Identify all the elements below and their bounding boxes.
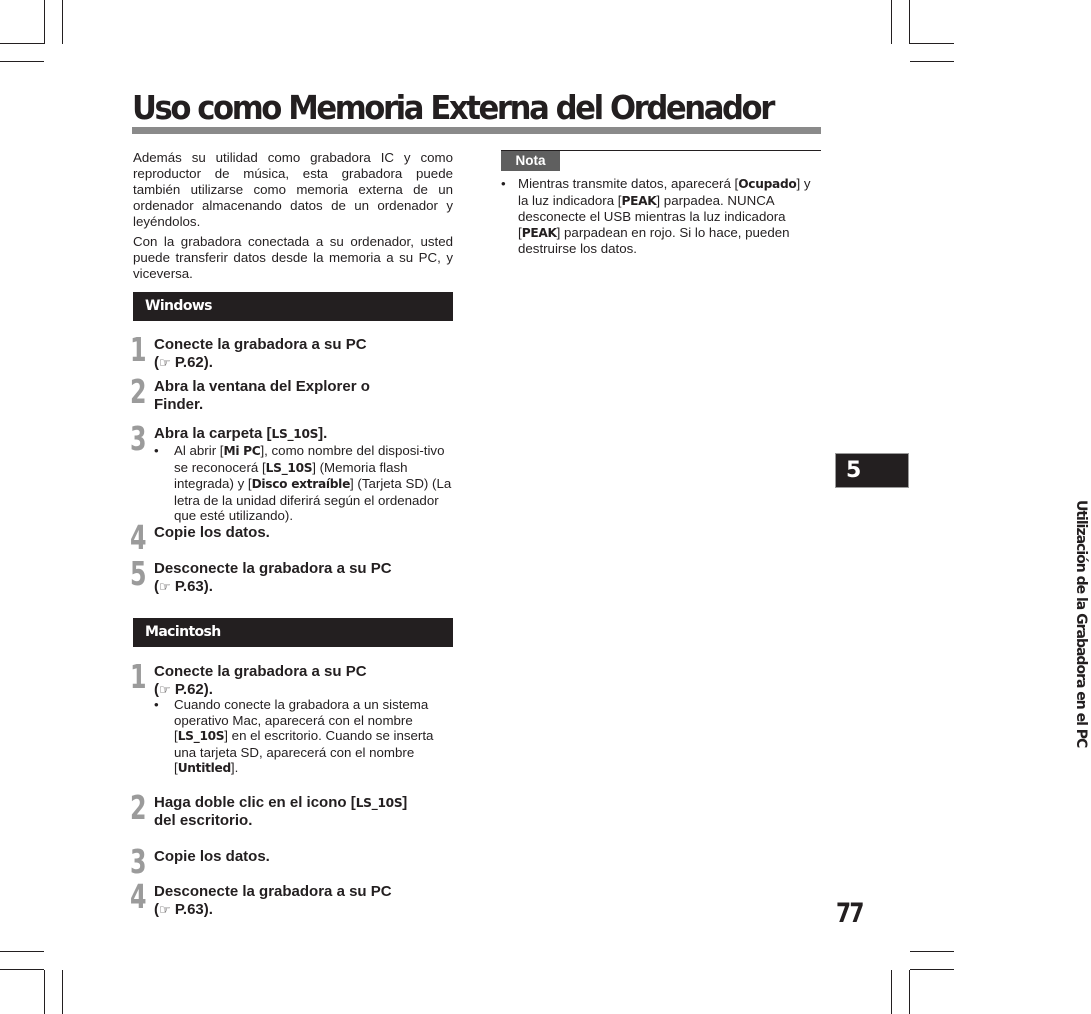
crop-mark (62, 0, 63, 44)
display-text: Mi PC (223, 444, 261, 458)
step-number: 5 (130, 554, 147, 593)
step-title: Desconecte la grabadora a su PC (☞ P.63). (154, 883, 392, 918)
pointing-hand-icon: ☞ (159, 580, 171, 595)
step-note: • Cuando conecte la grabadora a un sistema operativo Mac, aparecerá con el nombre [LS_10S] en el escritorio. Cuando se inserta una tarjeta SD, aparecerá con el nombre [Untitled]. (154, 697, 434, 775)
crop-mark (910, 61, 954, 62)
display-text: Disco extraíble (251, 477, 351, 491)
page-title: Uso como Memoria Externa del Ordenador (132, 88, 773, 127)
crop-mark (891, 970, 892, 1014)
step-number: 2 (130, 372, 147, 411)
pointing-hand-icon: ☞ (159, 903, 171, 918)
step-title: Haga doble clic en el icono [LS_10S] del escritorio. (154, 794, 408, 829)
crop-mark (909, 970, 910, 1014)
bullet-mark: • (501, 176, 506, 191)
step-title: Abra la carpeta [LS_10S]. (154, 425, 328, 442)
crop-mark (910, 951, 954, 952)
page-number: 77 (836, 898, 863, 929)
section-header-macintosh: Macintosh (133, 618, 453, 647)
crop-mark (44, 970, 45, 1014)
note-body: • Mientras transmite datos, aparecerá [Ocupado] y la luz indicadora [PEAK] parpadea. NUNCA desconecte el USB mientras la luz indicadora [PEAK] parpadean en rojo. Si lo hace, pueden destruirse los datos. (501, 176, 811, 256)
intro-paragraph: Con la grabadora conectada a su ordenador, usted puede transferir datos desde la memoria a su PC, y viceversa. (133, 234, 453, 281)
step-number: 3 (130, 842, 147, 881)
chapter-tab (835, 453, 909, 488)
pointing-hand-icon: ☞ (159, 683, 171, 698)
step-title: Copie los datos. (154, 524, 270, 541)
step-note: • Al abrir [Mi PC], como nombre del disposi-tivo se reconocerá [LS_10S] (Memoria flash integrada) y [Disco extraíble] (Tarjeta SD) (La letra de la unidad diferirá según el ordenador que esté utilizando). (154, 443, 452, 523)
chapter-number: 5 (846, 458, 862, 483)
step-title: Desconecte la grabadora a su PC (☞ P.63). (154, 560, 392, 595)
display-text: Untitled (177, 761, 231, 775)
step-title: Conecte la grabadora a su PC (☞ P.62). (154, 336, 367, 371)
note-label: Nota (501, 151, 560, 171)
bullet-mark: • (154, 443, 159, 458)
crop-mark (0, 43, 44, 44)
step-title: Conecte la grabadora a su PC (☞ P.62). (154, 663, 367, 698)
chapter-title: Utilización de la Grabadora en el PC (1073, 500, 1089, 748)
display-text: LS_10S (177, 729, 225, 743)
intro-paragraph: Además su utilidad como grabadora IC y como reproductor de música, esta grabadora puede también utilizarse como memoria externa de un ordenador almacenando datos de un ordenador y leyéndolos. (133, 150, 453, 229)
display-text: PEAK (521, 225, 557, 240)
title-underline (132, 127, 821, 134)
crop-mark (62, 970, 63, 1014)
step-number: 2 (130, 788, 147, 827)
crop-mark (0, 61, 44, 62)
crop-mark (910, 969, 954, 970)
crop-mark (891, 0, 892, 44)
device-label: LS_10S (271, 427, 319, 441)
display-text: LS_10S (265, 460, 313, 475)
display-text: PEAK (621, 193, 657, 208)
crop-mark (0, 951, 44, 952)
display-text: Ocupado (738, 177, 797, 191)
step-title: Copie los datos. (154, 848, 270, 865)
crop-mark (0, 969, 44, 970)
step-number: 4 (130, 877, 147, 916)
step-number: 4 (130, 518, 147, 557)
step-number: 3 (130, 419, 147, 458)
device-label: LS_10S (355, 796, 403, 810)
step-title: Abra la ventana del Explorer o Finder. (154, 378, 370, 413)
crop-mark (909, 0, 910, 44)
crop-mark (910, 43, 954, 44)
step-number: 1 (130, 330, 147, 369)
pointing-hand-icon: ☞ (159, 356, 171, 371)
bullet-mark: • (154, 697, 159, 712)
step-number: 1 (130, 657, 147, 696)
crop-mark (44, 0, 45, 44)
section-header-windows: Windows (133, 292, 453, 321)
